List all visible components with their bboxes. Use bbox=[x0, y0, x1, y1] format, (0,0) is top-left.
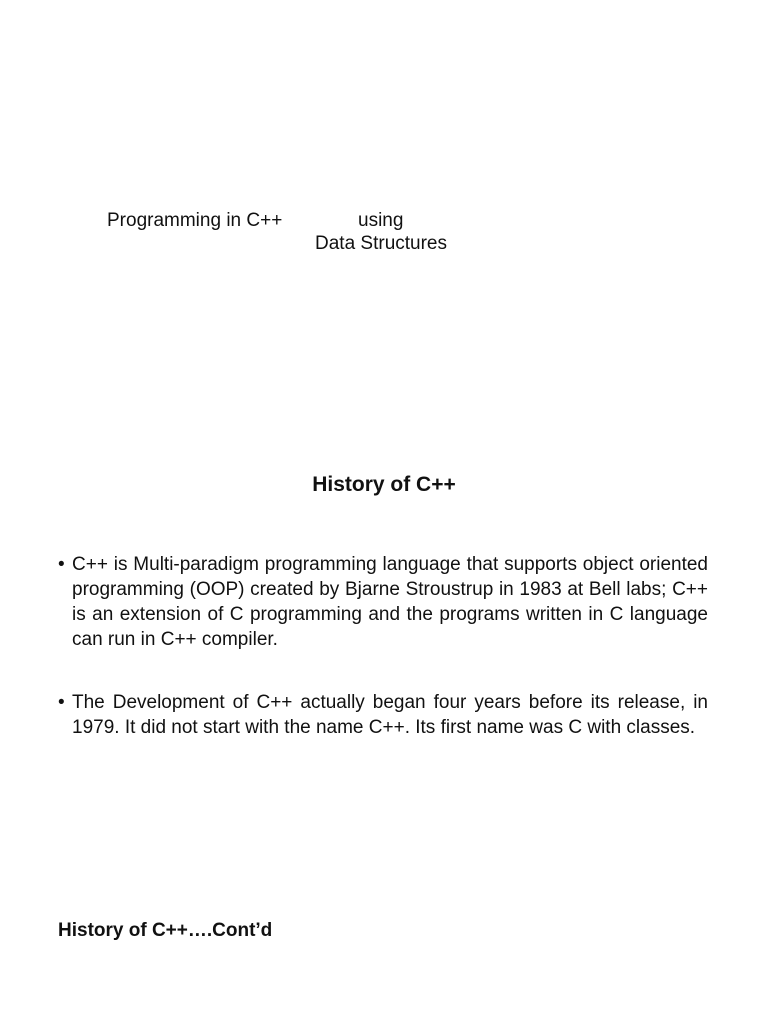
cover-title-line2: Data Structures bbox=[315, 233, 447, 254]
bullet-text: C++ is Multi-paradigm programming language that supports object oriented programming (OOP) created by Bjarne Stroustrup in 1983 at Bell labs; C++ is an extension of C programming and the programs written in C language can run in C++ compiler. bbox=[72, 554, 708, 650]
bullet-item bbox=[58, 552, 708, 652]
section-heading: History of C++ bbox=[312, 473, 456, 496]
cover-title-line1-suffix: using bbox=[358, 210, 404, 231]
bullet-text: The Development of C++ actually began four years before its release, in 1979. It did not start with the name C++. Its first name was C with classes. bbox=[72, 692, 708, 738]
bullet-dot-icon: • bbox=[58, 692, 65, 713]
bullet-dot-icon: • bbox=[58, 554, 65, 575]
bullet-item bbox=[58, 690, 708, 740]
section-heading: History of C++….Cont’d bbox=[58, 920, 273, 941]
cover-title-line1: Programming in C++ bbox=[107, 210, 283, 231]
